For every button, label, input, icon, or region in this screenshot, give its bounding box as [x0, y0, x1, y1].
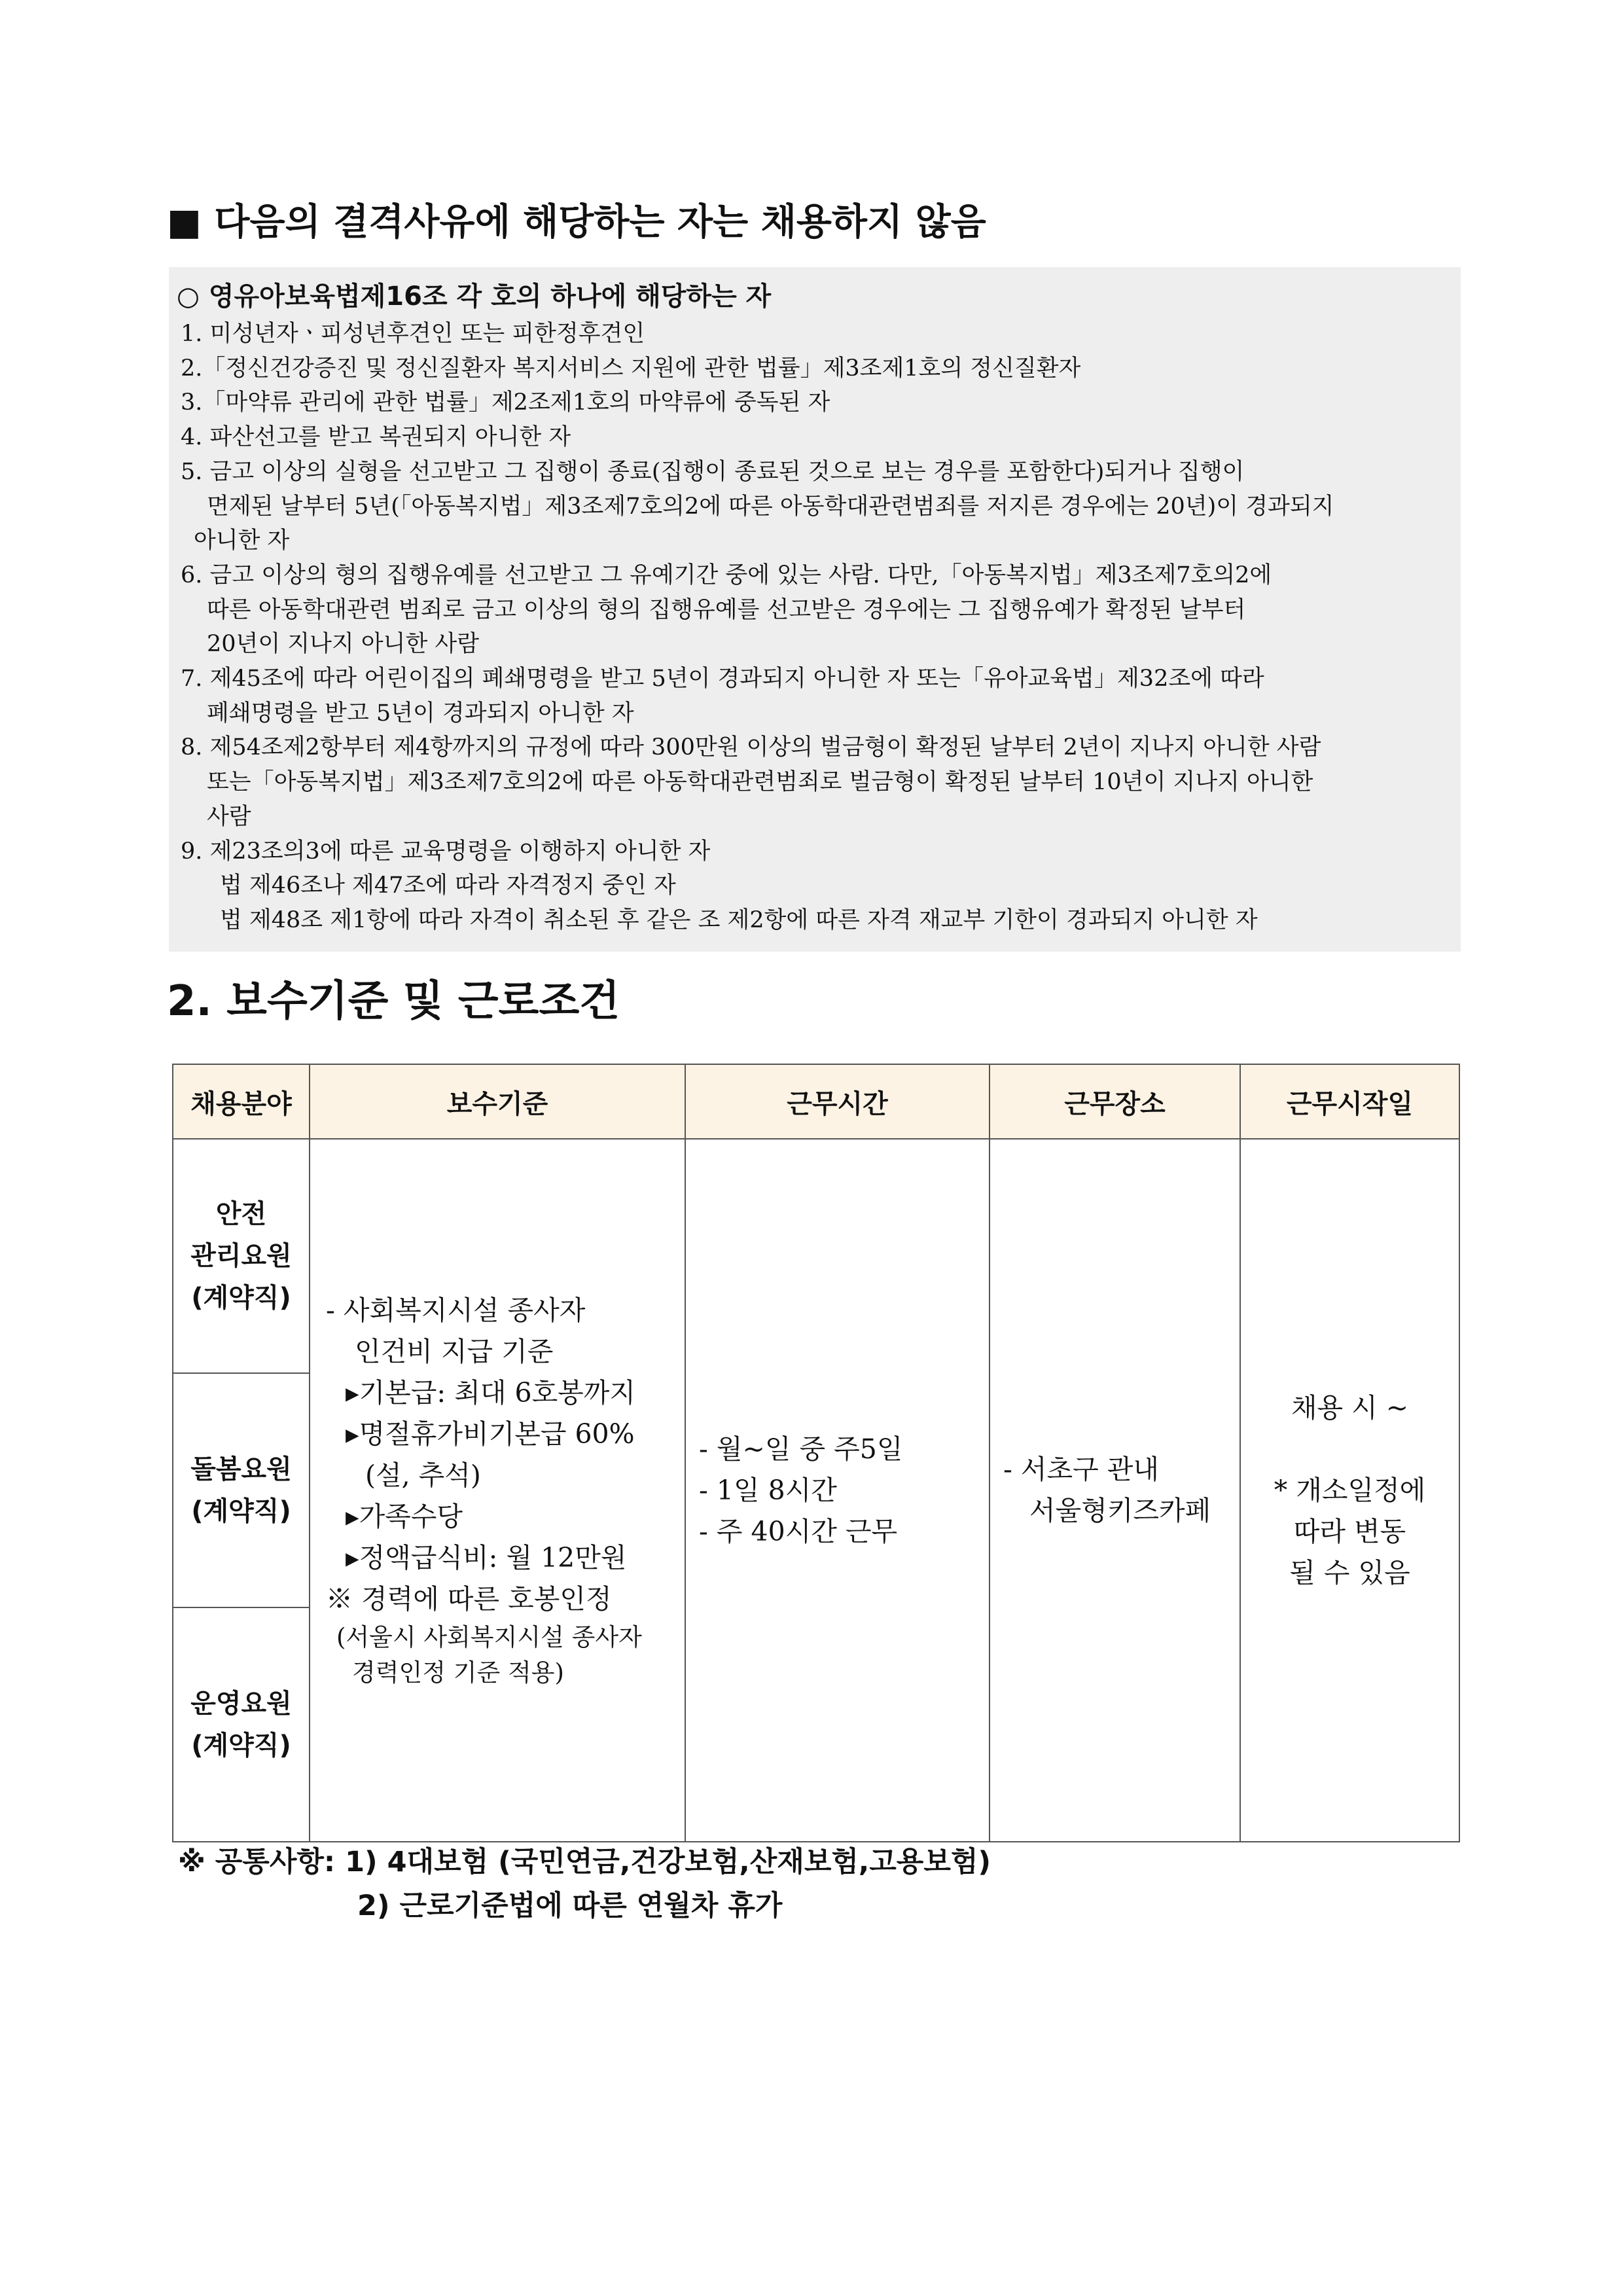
place-line: - 서초구 관내	[1003, 1454, 1159, 1485]
start-line: 될 수 있음	[1289, 1556, 1410, 1588]
list-item-continuation: 20년이 지나지 아니한 사람	[207, 631, 480, 658]
pay-line: - 사회복지시설 종사자	[326, 1295, 586, 1326]
work-place-cell	[990, 1139, 1240, 1842]
start-line: * 개소일정에	[1274, 1474, 1426, 1506]
role-text: (계약직)	[191, 1496, 291, 1526]
box-title: ○ 영유아보육법제16조 각 호의 하나에 해당하는 자	[177, 281, 772, 312]
header-start: 근무시작일	[1240, 1064, 1459, 1139]
pay-line: ▸명절휴가비기본급 60%	[346, 1418, 635, 1450]
role-care	[173, 1373, 310, 1607]
pay-standard-cell	[310, 1139, 685, 1842]
list-item: 8. 제54조제2항부터 제4항까지의 규정에 따라 300만원 이상의 벌금형이 확정된 날부터 2년이 지나지 아니한 사람	[181, 734, 1321, 761]
list-item-continuation: 면제된 날부터 5년(「아동복지법」제3조제7호의2에 따른 아동학대관련범죄를 저지른 경우에는 20년)이 경과되지	[207, 493, 1334, 520]
disqualification-heading: ■ 다음의 결격사유에 해당하는 자는 채용하지 않음	[167, 201, 986, 243]
header-pay: 보수기준	[310, 1064, 685, 1139]
table-header-row	[173, 1064, 1459, 1139]
pay-line: 인건비 지급 기준	[355, 1336, 554, 1367]
table-row	[173, 1139, 1459, 1373]
hours-line: - 주 40시간 근무	[699, 1515, 898, 1547]
note-line: 2) 근로기준법에 따른 연월차 휴가	[357, 1890, 783, 1922]
role-text: 돌봄요원	[190, 1454, 292, 1484]
pay-line: ▸가족수당	[346, 1501, 463, 1532]
disqualification-box	[169, 267, 1461, 952]
hours-line: - 월~일 중 주5일	[699, 1433, 903, 1465]
role-safety	[173, 1139, 310, 1373]
pay-line: (서울시 사회복지시설 종사자	[336, 1623, 642, 1651]
disqualification-list	[181, 317, 1457, 938]
list-item: 4. 파산선고를 받고 복권되지 아니한 자	[181, 424, 571, 451]
list-item-continuation: 따른 아동학대관련 범죄로 금고 이상의 형의 집행유예를 선고받은 경우에는 그 집행유예가 확정된 날부터	[207, 596, 1246, 623]
header-hours: 근무시간	[685, 1064, 990, 1139]
list-item-continuation: 폐쇄명령을 받고 5년이 경과되지 아니한 자	[207, 700, 634, 726]
note-line: ※ 공통사항: 1) 4대보험 (국민연금,건강보험,산재보험,고용보험)	[178, 1846, 991, 1878]
pay-line: ▸정액급식비: 월 12만원	[346, 1542, 627, 1573]
pay-line: (설, 추석)	[365, 1460, 481, 1491]
role-text: 관리요원	[190, 1241, 292, 1271]
start-line: 채용 시 ~	[1291, 1391, 1409, 1424]
list-item-continuation: 또는「아동복지법」제3조제7호의2에 따른 아동학대관련범죄로 벌금형이 확정된 날부터 10년이 지나지 아니한	[207, 769, 1313, 796]
start-line	[1241, 1429, 1458, 1470]
list-item-continuation: 법 제46조나 제47조에 따라 자격정지 중인 자	[220, 872, 676, 899]
role-text: 운영요원	[190, 1689, 292, 1719]
pay-line: 경력인정 기준 적용)	[352, 1659, 564, 1687]
header-place: 근무장소	[990, 1064, 1240, 1139]
list-item: 6. 금고 이상의 형의 집행유예를 선고받고 그 유예기간 중에 있는 사람. 다만,「아동복지법」제3조제7호의2에	[181, 562, 1272, 588]
pay-conditions-heading: 2. 보수기준 및 근로조건	[167, 977, 620, 1026]
list-item: 5. 금고 이상의 실형을 선고받고 그 집행이 종료(집행이 종료된 것으로 보는 경우를 포함한다)되거나 집행이	[181, 458, 1245, 485]
list-item: 1. 미성년자ㆍ피성년후견인 또는 피한정후견인	[181, 321, 645, 347]
pay-line: ▸기본급: 최대 6호봉까지	[346, 1377, 635, 1408]
role-text: (계약직)	[191, 1283, 291, 1313]
place-line: 서울형키즈카페	[1029, 1495, 1211, 1526]
hours-line: - 1일 8시간	[699, 1474, 837, 1506]
role-operation	[173, 1607, 310, 1842]
list-item: 9. 제23조의3에 따른 교육명령을 이행하지 아니한 자	[181, 838, 711, 865]
pay-line: ※ 경력에 따른 호봉인정	[326, 1583, 612, 1615]
list-item: 7. 제45조에 따라 어린이집의 폐쇄명령을 받고 5년이 경과되지 아니한 자 또는「유아교육법」제32조에 따라	[181, 666, 1264, 692]
list-item-continuation: 법 제48조 제1항에 따라 자격이 취소된 후 같은 조 제2항에 따른 자격 재교부 기한이 경과되지 아니한 자	[220, 906, 1258, 933]
start-line: 따라 변동	[1293, 1515, 1406, 1547]
list-item: 2.「정신건강증진 및 정신질환자 복지서비스 지원에 관한 법률」제3조제1호의 정신질환자	[181, 355, 1081, 382]
start-date-cell	[1240, 1139, 1459, 1842]
pay-conditions-table	[172, 1064, 1460, 1842]
common-notes	[178, 1840, 991, 1928]
work-hours-cell	[685, 1139, 990, 1842]
list-item-continuation: 사람	[207, 803, 251, 830]
list-item: 3.「마약류 관리에 관한 법률」제2조제1호의 마약류에 중독된 자	[181, 389, 830, 416]
role-text: 안전	[215, 1199, 267, 1229]
list-item-continuation: 아니한 자	[194, 528, 290, 554]
role-text: (계약직)	[191, 1731, 291, 1761]
header-field: 채용분야	[173, 1064, 310, 1139]
